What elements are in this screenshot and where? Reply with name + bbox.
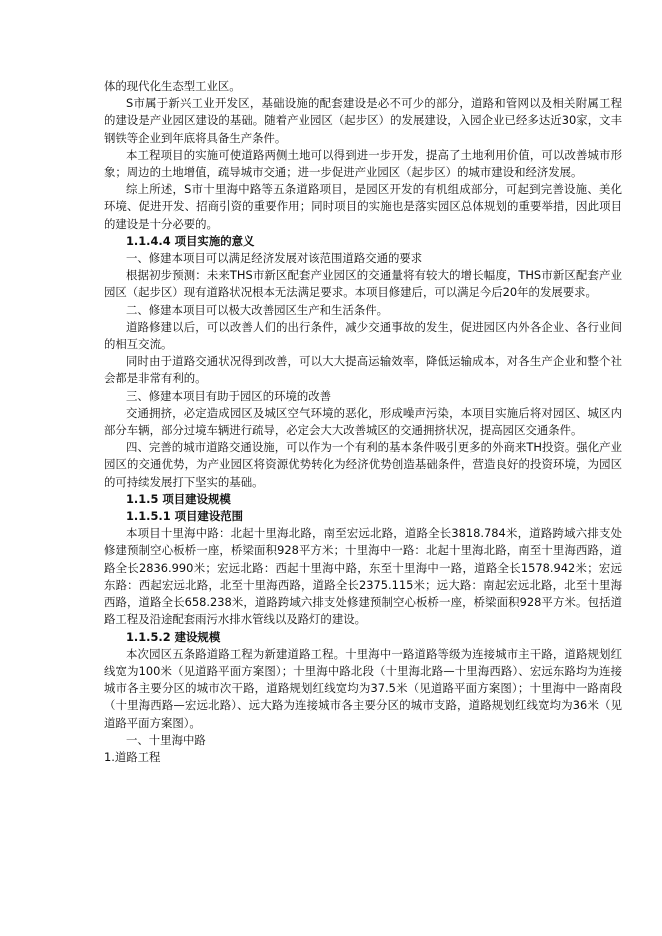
subheading-2: 二、修建本项目可以极大改善园区生产和生活条件。 xyxy=(126,302,388,317)
paragraph-11: 交通拥挤，必定造成园区及城区空气环境的恶化，形成噪声污染，本项目实施后将对园区、城区内部分车辆，部分过境车辆进行疏导，必定会大大改善城区的交通拥挤状况，提高园区交通条件。 xyxy=(104,405,622,438)
subheading-road-1: 一、十里海中路 xyxy=(126,732,206,747)
paragraph-12: 四、完善的城市道路交通设施，可以作为一个有利的基本条件吸引更多的外商来TH投资。强化产业园区的交通优势，为产业园区将资源优势转化为经济优势创造基础条件，营造良好的投资环境，为园区的可持续发展打下坚实的基础。 xyxy=(104,440,622,489)
paragraph-19: 1.道路工程 xyxy=(104,749,161,764)
paragraph-3: 综上所述，S市十里海中路等五条道路项目，是园区开发的有机组成部分，可起到完善设施、美化环境、促进开发、招商引资的重要作用；同时项目的实施也是落实园区总体规划的重要举措，因此项目的建设是十分必要的。 xyxy=(104,182,622,231)
section-heading-1-1-4-4: 1.1.4.4 项目实施的意义 xyxy=(126,233,255,248)
paragraph-0: 体的现代化生态型工业区。 xyxy=(104,79,241,93)
paragraph-17: 本次园区五条路道路工程为新建道路工程。十里海中一路道路等级为连接城市主干路，道路规划红线宽为100米（见道路平面方案图）；十里海中路北段（十里海北路—十里海西路）、宏远东路均为连接城市各主要分区的城市次干路，道路规划红线宽均为37.5米（见道路平面方案图）；十里海中一路南段（十里海西路—宏远北路）、远大路为连接城市各主要分区的城市支路，道路规划红线宽均为36米（见道路平面方案图）。 xyxy=(104,646,622,730)
section-heading-1-1-5-2: 1.1.5.2 建设规模 xyxy=(126,629,221,644)
section-heading-1-1-5-1: 1.1.5.1 项目建设范围 xyxy=(126,509,243,524)
section-heading-1-1-5: 1.1.5 项目建设规模 xyxy=(126,491,231,506)
paragraph-2: 本工程项目的实施可使道路两侧土地可以得到进一步开发，提高了土地利用价值，可以改善城市形象；周边的土地增值，疏导城市交通；进一步促进产业园区（起步区）的城市建设和经济发展。 xyxy=(104,147,622,180)
paragraph-8: 道路修建以后，可以改善人们的出行条件，减少交通事故的发生，促进园区内外各企业、各行业间的相互交流。 xyxy=(104,319,622,352)
subheading-3: 三、修建本项目有助于园区的环境的改善 xyxy=(126,388,332,403)
paragraph-6: 根据初步预测：未来THS市新区配套产业园区的交通量将有较大的增长幅度，THS市新区配套产业园区（起步区）现有道路状况根本无法满足要求。本项目修建后，可以满足今后20年的发展要求。 xyxy=(104,268,622,300)
paragraph-1: S市属于新兴工业开发区，基础设施的配套建设是必不可少的部分，道路和管网以及相关附属工程的建设是产业园区建设的基础。随着产业园区（起步区）的发展建设，入园企业已经多达近30家，文丰钢铁等企业到年底将具备生产条件。 xyxy=(104,96,622,145)
subheading-1: 一、修建本项目可以满足经济发展对该范围道路交通的要求 xyxy=(126,251,423,266)
paragraph-15: 本项目十里海中路：北起十里海北路，南至宏远北路，道路全长3818.784米，道路跨域六排支处修建预制空心板桥一座，桥梁面积928平方米；十里海中一路：北起十里海北路，南至十里海西路，道路全长2836.990米；宏远北路：西起十里海中路，东至十里海中一路，道路全长1578.942米；宏远东路：西起宏远北路，北至十里海西路，道路全长2375.115米；远大路：南起宏远北路，北至十里海西路，道路全长658.238米，道路跨域六排支处修建预制空心板桥一座，桥梁面积928平方米。包括道路工程及沿途配套雨污水排水管线以及路灯的建设。 xyxy=(104,526,622,627)
paragraph-9: 同时由于道路交通状况得到改善，可以大大提高运输效率，降低运输成本，对各生产企业和整个社会都是非常有利的。 xyxy=(104,354,622,386)
